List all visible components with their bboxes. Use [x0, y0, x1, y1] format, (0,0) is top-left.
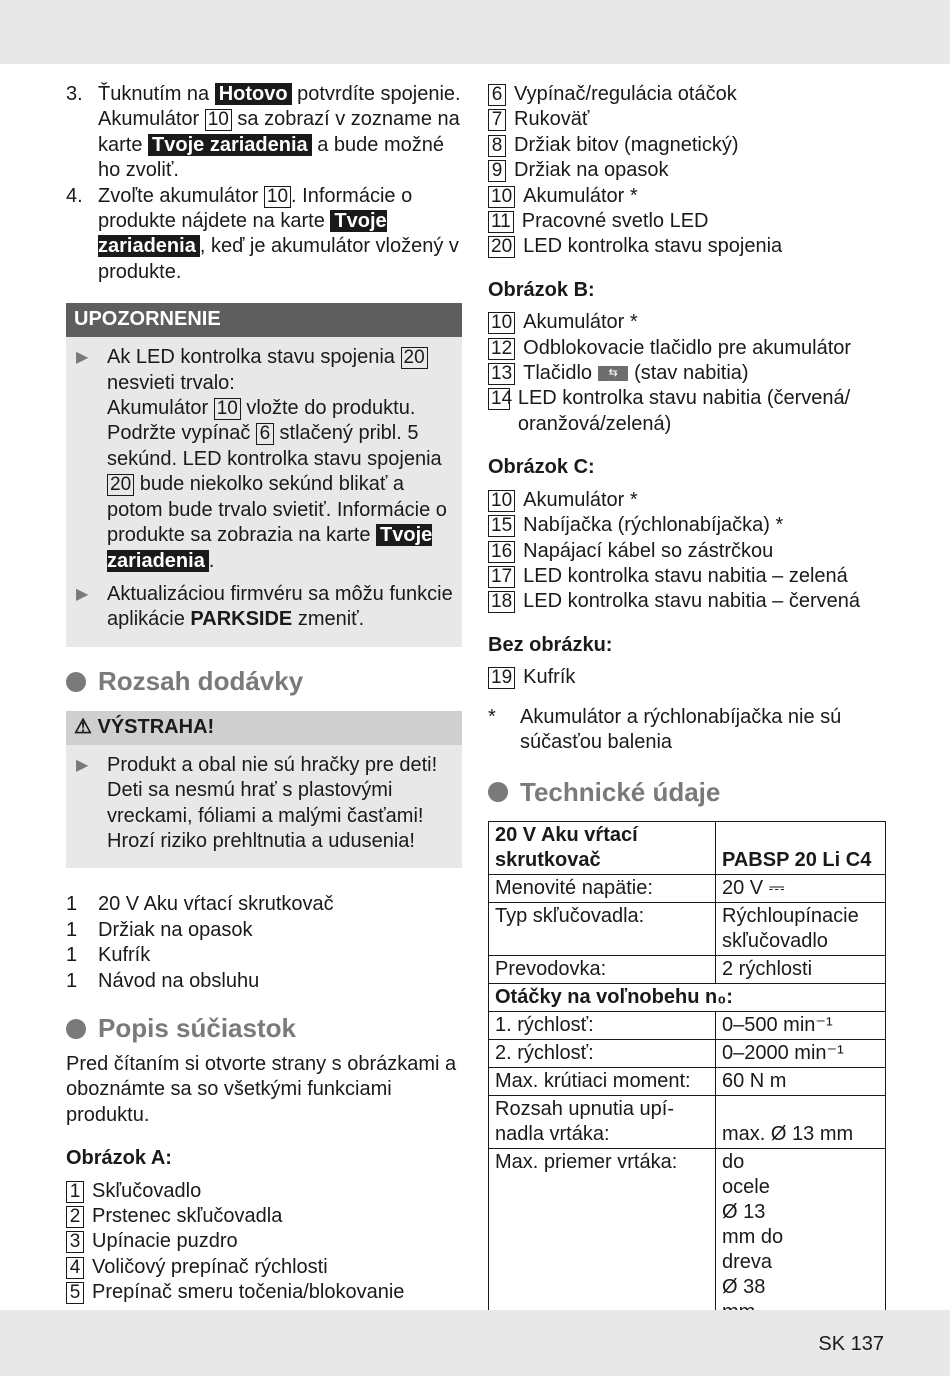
bullet-text: [107, 582, 454, 633]
part-label: [523, 336, 851, 361]
spec-value: 2 rýchlosti: [716, 956, 886, 984]
part-item: [66, 1204, 462, 1229]
step-item: [66, 82, 462, 184]
part-number-box: 10: [488, 490, 515, 512]
spec-value: do ocele Ø 13 mm do dreva Ø 38: [716, 1149, 886, 1327]
part-label-text: Napájací kábel so zástrčkou: [523, 539, 774, 562]
part-label: [523, 488, 638, 513]
part-item: [488, 158, 886, 183]
text-run: Ťuknutím na: [98, 83, 215, 105]
part-label: [523, 310, 638, 335]
part-number-box: 20: [488, 236, 515, 258]
text-run: , keď je akumulátor vložený v produkte.: [98, 235, 459, 283]
part-number-box: 20: [107, 474, 134, 496]
part-label: [514, 133, 739, 158]
step-number: 3.: [66, 83, 83, 105]
part-label-text: Akumulátor *: [523, 184, 638, 207]
part-label: [523, 513, 783, 538]
part-number-box: 4: [66, 1257, 84, 1279]
text-run: nesvieti trvalo:: [107, 371, 235, 394]
spec-key: 2. rýchlosť:: [489, 1040, 716, 1068]
part-item: [488, 184, 886, 209]
part-number-box: 1: [66, 1181, 84, 1203]
figure-a-list-continued: [488, 82, 886, 260]
part-number-box: 15: [488, 515, 515, 537]
quantity: 1: [66, 969, 78, 992]
triangle-bullet-icon: ▶: [76, 585, 89, 603]
part-label-text: Akumulátor *: [523, 488, 638, 511]
section-title: Popis súčiastok: [98, 1013, 296, 1044]
part-number-box: 6: [488, 84, 506, 106]
part-label-text: LED kontrolka stavu spojenia: [523, 235, 783, 258]
page-header-band: [0, 0, 950, 64]
highlight-label: Tvoje zariadenia: [148, 134, 312, 156]
footnote-text: Akumulátor a rýchlonabíjačka nie sú súčasťou balenia: [520, 705, 842, 753]
part-number-box: 8: [488, 135, 506, 157]
part-label-suffix: (stav nabitia): [634, 362, 749, 385]
highlight-label: Tvoje zariadenia: [107, 524, 433, 572]
page-footer-band: [0, 1310, 950, 1376]
spec-row: [489, 903, 886, 956]
part-number-box: 10: [488, 186, 515, 208]
part-label: [92, 1255, 328, 1280]
quantity: 1: [66, 944, 78, 967]
no-figure-list: [488, 665, 886, 690]
warning-title-row: [66, 711, 462, 745]
part-label: [514, 82, 737, 107]
part-number-box: 10: [205, 109, 232, 131]
section-heading-parts: [66, 1014, 462, 1044]
part-item: [488, 310, 886, 335]
part-number-box: 17: [488, 566, 515, 588]
text-run: Ak LED kontrolka stavu spojenia: [107, 346, 401, 369]
part-item: [488, 564, 886, 589]
part-label-text: Prstenec skľučovadla: [92, 1205, 283, 1227]
parts-intro: Pred čítaním si otvorte strany s obrázkami a oboznámte sa so všetkými funkciami produktu.: [66, 1052, 457, 1126]
spec-row: [489, 1068, 886, 1096]
footnote: [488, 705, 886, 756]
part-label-text: Skľučovadlo: [92, 1179, 202, 1202]
spec-row: [489, 1096, 886, 1149]
part-label-text: Akumulátor *: [523, 311, 638, 334]
part-item: [488, 133, 886, 158]
triangle-bullet-icon: ▶: [76, 756, 89, 774]
text-run: potvrdíte spojenie. Akumulátor: [98, 83, 461, 131]
section-heading-delivery: [66, 667, 462, 697]
spec-row: [489, 956, 886, 984]
part-label: [514, 158, 669, 183]
spec-group-label: Otáčky na voľnobehu n₀:: [489, 984, 886, 1012]
part-item: [488, 209, 886, 234]
part-number-box: 5: [66, 1282, 84, 1304]
part-label-text: Rukoväť: [514, 108, 590, 131]
spec-key: Max. krútiaci moment:: [489, 1068, 716, 1096]
step-text: [98, 184, 462, 286]
left-column: [66, 82, 462, 1306]
spec-key: Typ skľučovadla:: [489, 903, 716, 956]
part-number-box: 6: [256, 423, 274, 445]
warning-box: [66, 711, 462, 869]
bullet-item: [76, 345, 454, 574]
part-label: [523, 184, 638, 209]
section-heading-tech: [488, 777, 886, 807]
battery-button-icon: ⇆: [598, 366, 628, 381]
warning-triangle-icon: ⚠: [74, 715, 92, 738]
text-run: sa zobrazí v zozname na karte: [98, 108, 460, 156]
step-item: [66, 184, 462, 286]
delivery-item: [66, 918, 462, 943]
notice-title: UPOZORNENIE: [66, 303, 462, 337]
part-label: [523, 665, 575, 690]
spec-key: Prevodovka:: [489, 956, 716, 984]
spec-row: [489, 822, 886, 875]
notice-box: [66, 303, 462, 646]
part-number-box: 10: [214, 398, 241, 420]
text-run: a bude možné ho zvoliť.: [98, 133, 444, 182]
figure-b-title: Obrázok B:: [488, 278, 595, 301]
part-number-box: 9: [488, 160, 506, 182]
spec-row: [489, 875, 886, 903]
bullet-item: [76, 753, 454, 855]
bullet-text: [107, 345, 454, 574]
steps-list: [66, 82, 462, 285]
notice-body: [66, 337, 462, 646]
spec-value: max. Ø 13 mm: [716, 1096, 886, 1149]
part-item: [488, 336, 886, 361]
part-item: [488, 513, 886, 538]
spec-row: [489, 1012, 886, 1040]
bullet-item: [76, 582, 454, 633]
part-item: [66, 1255, 462, 1280]
part-label: [522, 209, 709, 234]
part-number-box: 12: [488, 338, 515, 360]
text-run: zmeniť.: [292, 608, 365, 631]
text-run: .: [208, 549, 215, 572]
delivery-list: [66, 892, 462, 994]
spec-row: [489, 1149, 886, 1327]
part-number-box: 14: [488, 388, 510, 410]
spec-row: [489, 984, 886, 1012]
part-number-box: 20: [401, 347, 428, 369]
spec-value: 0–500 min⁻¹: [716, 1012, 886, 1040]
text-run: bude niekolko sekúnd blikať a potom bude trvalo svietiť. Informácie o produkte sa zobrazia na karte: [107, 473, 447, 547]
part-label-text: Kufrík: [523, 666, 576, 689]
spec-key: Rozsah upnutia upí- nadla vrtáka:: [489, 1096, 716, 1149]
text-run: . Informácie o produkte nájdete na karte: [98, 184, 413, 233]
spec-key: Menovité napätie:: [489, 875, 716, 903]
part-label: [92, 1179, 201, 1204]
step-number: 4.: [66, 184, 83, 207]
part-number-box: 2: [66, 1206, 84, 1228]
part-number-box: 16: [488, 541, 515, 563]
part-item: [488, 386, 886, 437]
bullet-text: [107, 753, 454, 855]
part-number-box: 10: [264, 186, 291, 208]
part-item: [488, 539, 886, 564]
part-label-text: Odblokovacie tlačidlo pre akumulátor: [523, 336, 852, 359]
figure-b-list: [488, 310, 886, 437]
delivery-item: [66, 892, 462, 917]
part-number-box: 19: [488, 667, 515, 689]
part-item: [66, 1179, 462, 1204]
part-label-text: LED kontrolka stavu nabitia – červená: [523, 590, 860, 613]
highlight-label: Hotovo: [215, 83, 292, 105]
part-label-text: Držiak na opasok: [514, 159, 669, 182]
figure-c-title: Obrázok C:: [488, 456, 595, 479]
part-label: [514, 107, 589, 132]
part-item: [488, 82, 886, 107]
item-name: Kufrík: [98, 944, 151, 967]
spec-value: Rýchloupínacie skľučovadlo: [716, 903, 886, 956]
item-name: Držiak na opasok: [98, 918, 253, 941]
right-column: [488, 82, 886, 1327]
spec-table: [488, 821, 886, 1327]
triangle-bullet-icon: ▶: [76, 349, 89, 367]
quantity: 1: [66, 893, 78, 916]
step-text: [98, 82, 462, 184]
part-item: [488, 234, 886, 259]
part-label-text: Tlačidlo: [523, 362, 593, 385]
spec-key: 1. rýchlosť:: [489, 1012, 716, 1040]
no-figure-title: Bez obrázku:: [488, 633, 613, 656]
part-number-box: 11: [488, 211, 514, 233]
spec-value: 0–2000 min⁻¹: [716, 1040, 886, 1068]
part-label-text: LED kontrolka stavu nabitia – zelená: [523, 564, 848, 587]
item-name: 20 V Aku vŕtací skrutkovač: [98, 893, 334, 916]
figure-c-list: [488, 488, 886, 615]
part-label: [523, 589, 860, 614]
part-label-text: Upínacie puzdro: [92, 1230, 238, 1253]
part-item: [66, 1280, 462, 1305]
part-label: [92, 1280, 404, 1305]
bullet-dot-icon: [66, 1019, 86, 1039]
figure-a-title: Obrázok A:: [66, 1147, 172, 1170]
text-run: Aktualizáciou firmvéru sa môžu funkcie aplikácie: [107, 582, 453, 631]
page-number: SK 137: [818, 1333, 884, 1355]
highlight-label: Tvoje zariadenia: [98, 210, 387, 258]
bold-text: PARKSIDE: [190, 608, 293, 631]
part-item: [488, 589, 886, 614]
part-item: [488, 361, 886, 386]
part-label: [92, 1204, 282, 1229]
text-run: stlačený pribl. 5 sekúnd. LED kontrolka stavu spojenia: [107, 422, 442, 470]
part-item: [488, 107, 886, 132]
part-label-text: Nabíjačka (rýchlonabíjačka) *: [523, 514, 784, 537]
part-number-box: 10: [488, 312, 515, 334]
spec-key: 20 V Aku vŕtací skrutkovač: [489, 822, 716, 875]
spec-value: 60 N m: [716, 1068, 886, 1096]
part-label-text: Prepínač smeru točenia/blokovanie: [92, 1281, 405, 1304]
part-number-box: 18: [488, 591, 515, 613]
part-item: [488, 665, 886, 690]
bullet-dot-icon: [66, 672, 86, 692]
part-label: [523, 361, 748, 386]
warning-body: [66, 745, 462, 869]
spec-row: [489, 1040, 886, 1068]
part-label: [92, 1229, 238, 1254]
text-run: Zvoľte akumulátor: [98, 184, 264, 207]
part-label-text: Vypínač/regulácia otáčok: [514, 83, 737, 105]
part-label: [523, 539, 773, 564]
warning-title: VÝSTRAHA!: [97, 715, 215, 738]
text-run: vložte do produktu. Podržte vypínač: [107, 397, 416, 445]
part-label: [523, 234, 782, 259]
part-item: [488, 488, 886, 513]
part-number-box: 13: [488, 363, 515, 385]
spec-key: Max. priemer vrtáka:: [489, 1149, 716, 1327]
part-item: [66, 1229, 462, 1254]
text-run: Produkt a obal nie sú hračky pre deti! Deti sa nesmú hrať s plastovými vreckami, fóliami a malými časťami! Hrozí riziko prehltnutia a udusenia!: [107, 753, 438, 852]
part-number-box: 3: [66, 1231, 84, 1253]
figure-a-list: [66, 1179, 462, 1306]
part-number-box: 7: [488, 109, 506, 131]
part-label-text: LED kontrolka stavu nabitia (červená/ oranžová/zelená): [517, 387, 851, 435]
spec-value: PABSP 20 Li C4: [716, 822, 886, 875]
section-title: Rozsah dodávky: [98, 666, 304, 697]
part-label: [523, 564, 848, 589]
item-name: Návod na obsluhu: [98, 969, 260, 992]
part-label-text: Držiak bitov (magnetický): [514, 133, 739, 156]
spec-value: 20 V ⎓: [716, 875, 886, 903]
delivery-item: [66, 943, 462, 968]
part-label: [518, 386, 886, 437]
section-title: Technické údaje: [520, 776, 721, 807]
bullet-dot-icon: [488, 782, 508, 802]
part-label-text: Voličový prepínač rýchlosti: [92, 1255, 328, 1278]
text-run: Akumulátor: [107, 397, 214, 420]
footnote-mark: *: [488, 705, 496, 728]
delivery-item: [66, 969, 462, 994]
part-label-text: Pracovné svetlo LED: [521, 210, 709, 233]
quantity: 1: [66, 918, 78, 941]
